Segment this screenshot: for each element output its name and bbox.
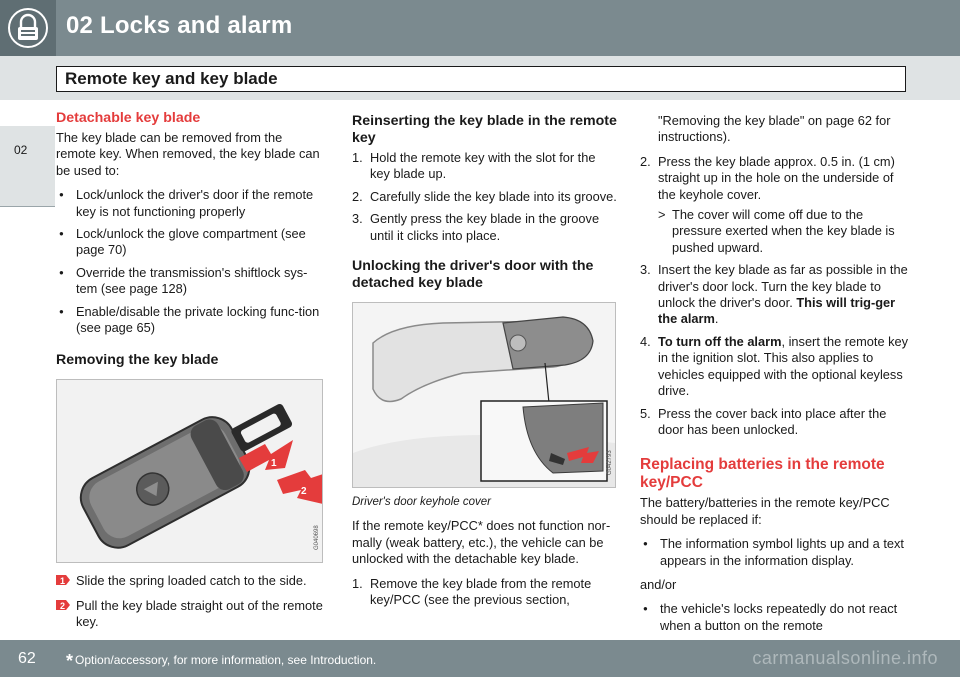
callout-2-number: 2: [60, 600, 66, 611]
page-footer: [0, 640, 960, 677]
footnote-text: Option/accessory, for more information, see Introduction.: [75, 653, 377, 667]
step-text: Carefully slide the key blade into its groove.: [370, 188, 617, 204]
list-item: ● Override the transmission's shiftlock sys-tem (see page 128): [56, 265, 324, 298]
column-1: [56, 110, 324, 639]
arrow-2-label: 2: [301, 486, 307, 498]
heading-unlocking-drivers-door: Unlocking the driver's door with the detached key blade: [352, 258, 594, 292]
callout-2-text: Pull the key blade straight out of the remote key.: [76, 597, 323, 630]
turn-off-alarm-label: To turn off the alarm: [658, 333, 782, 349]
heading-removing-key-blade: Removing the key blade: [56, 352, 219, 369]
callout-1: [56, 573, 324, 589]
arrow-1-label: 1: [271, 458, 277, 470]
chapter-header-bar: [0, 0, 960, 56]
unlock-steps: [352, 576, 618, 609]
unlock-paragraph: If the remote key/PCC* does not function nor-mally (weak battery, etc.), the vehicle can be unlocked with the detachable key blade.: [352, 518, 611, 567]
step-number: 1.: [352, 150, 363, 165]
step-number: 1.: [352, 575, 363, 591]
callout-1-badge: [56, 573, 70, 587]
reinsert-steps: [352, 150, 618, 244]
step-text: Insert the key blade as far as possible in the driver's door lock. Turn the key blade to unlock the driver's door.: [658, 262, 908, 311]
list-item: ● Lock/unlock the driver's door if the remote key is not functioning properly: [56, 187, 324, 220]
and-or-text: and/or: [640, 576, 677, 592]
unlock-steps-continued: [640, 154, 910, 439]
step-text: Remove the key blade from the remote key/PCC (see the previous section,: [370, 575, 592, 608]
list-item: [352, 576, 618, 609]
list-item: ● the vehicle's locks repeatedly do not react when a button on the remote: [640, 601, 910, 634]
step-number: 3.: [640, 262, 651, 278]
step-number: 2.: [640, 153, 651, 169]
step-number: 3.: [352, 211, 363, 227]
figure-code: G042793: [607, 450, 613, 476]
door-handle-illustration: [352, 302, 616, 488]
callout-2: [56, 598, 324, 631]
remote-key-illustration: [56, 379, 323, 563]
list-item: [352, 189, 618, 205]
callout-2-badge: [56, 598, 70, 612]
footnote: [66, 651, 376, 672]
remote-key-drawing: [57, 380, 322, 562]
column-3: [640, 110, 910, 644]
list-item: [640, 334, 910, 400]
step-number: 5.: [640, 405, 651, 421]
alarm-warning: This will trig-ger the alarm: [658, 295, 896, 327]
list-item: ● The information symbol lights up and a text appears in the information display.: [640, 536, 910, 569]
list-item: [352, 150, 618, 183]
heading-detachable-key-blade: Detachable key blade: [56, 110, 201, 126]
page-number: 62: [18, 650, 36, 667]
continued-text: "Removing the key blade" on page 62 for instructions).: [658, 113, 891, 145]
intro-paragraph: The key blade can be removed from the remote key. When removed, the key blade can be used to:: [56, 130, 320, 178]
lock-icon: [0, 0, 56, 56]
step-text: Press the cover back into place after the door has been unlocked.: [658, 405, 887, 437]
sub-result-text: The cover will come off due to the pressure exerted when the key blade is pushed upward.: [672, 207, 895, 255]
column-2: [352, 110, 618, 618]
section-title-box: [56, 66, 906, 92]
battery-conditions-list-2: [640, 601, 910, 634]
figure-caption: Driver's door keyhole cover: [352, 496, 491, 509]
side-tab-label: 02: [14, 143, 28, 157]
step-end: .: [714, 311, 719, 327]
heading-reinserting-key-blade: Reinserting the key blade in the remote key: [352, 113, 617, 146]
uses-list: [56, 187, 324, 336]
sub-result: [658, 207, 910, 256]
figure-code: G040698: [314, 525, 320, 551]
list-item: ● Enable/disable the private locking func-tion (see page 65): [56, 304, 324, 337]
watermark: carmanualsonline.info: [752, 648, 938, 668]
step-text: Hold the remote key with the slot for the key blade up.: [370, 150, 596, 182]
section-title: Remote key and key blade: [65, 69, 278, 88]
chapter-title: 02 Locks and alarm: [66, 12, 293, 39]
list-item: [352, 211, 618, 244]
step-number: 4.: [640, 333, 651, 349]
battery-intro: The battery/batteries in the remote key/PCC should be replaced if:: [640, 495, 890, 527]
step-text: Press the key blade approx. 0.5 in. (1 cm) straight up in the hole on the underside of the keyhole cover.: [658, 153, 895, 202]
callout-1-number: 1: [60, 576, 66, 587]
callout-1-text: Slide the spring loaded catch to the side.: [76, 573, 307, 589]
list-item: ● Lock/unlock the glove compartment (see page 70): [56, 226, 324, 259]
list-item: [640, 154, 910, 256]
heading-replacing-batteries: Replacing batteries in the remote key/PCC: [640, 456, 885, 492]
step-text: Gently press the key blade in the groove until it clicks into place.: [370, 211, 600, 243]
step-text: , insert the remote key in the ignition slot. This also applies to vehicles equipped with the optional keyless drive.: [658, 333, 909, 399]
result-marker: >: [658, 207, 666, 223]
list-item: [640, 262, 910, 328]
chapter-side-tab: [0, 126, 55, 207]
battery-conditions-list: [640, 536, 910, 569]
list-item: [640, 406, 910, 439]
door-handle-drawing: [353, 303, 615, 487]
footnote-star: *: [66, 651, 74, 671]
step-number: 2.: [352, 188, 363, 204]
